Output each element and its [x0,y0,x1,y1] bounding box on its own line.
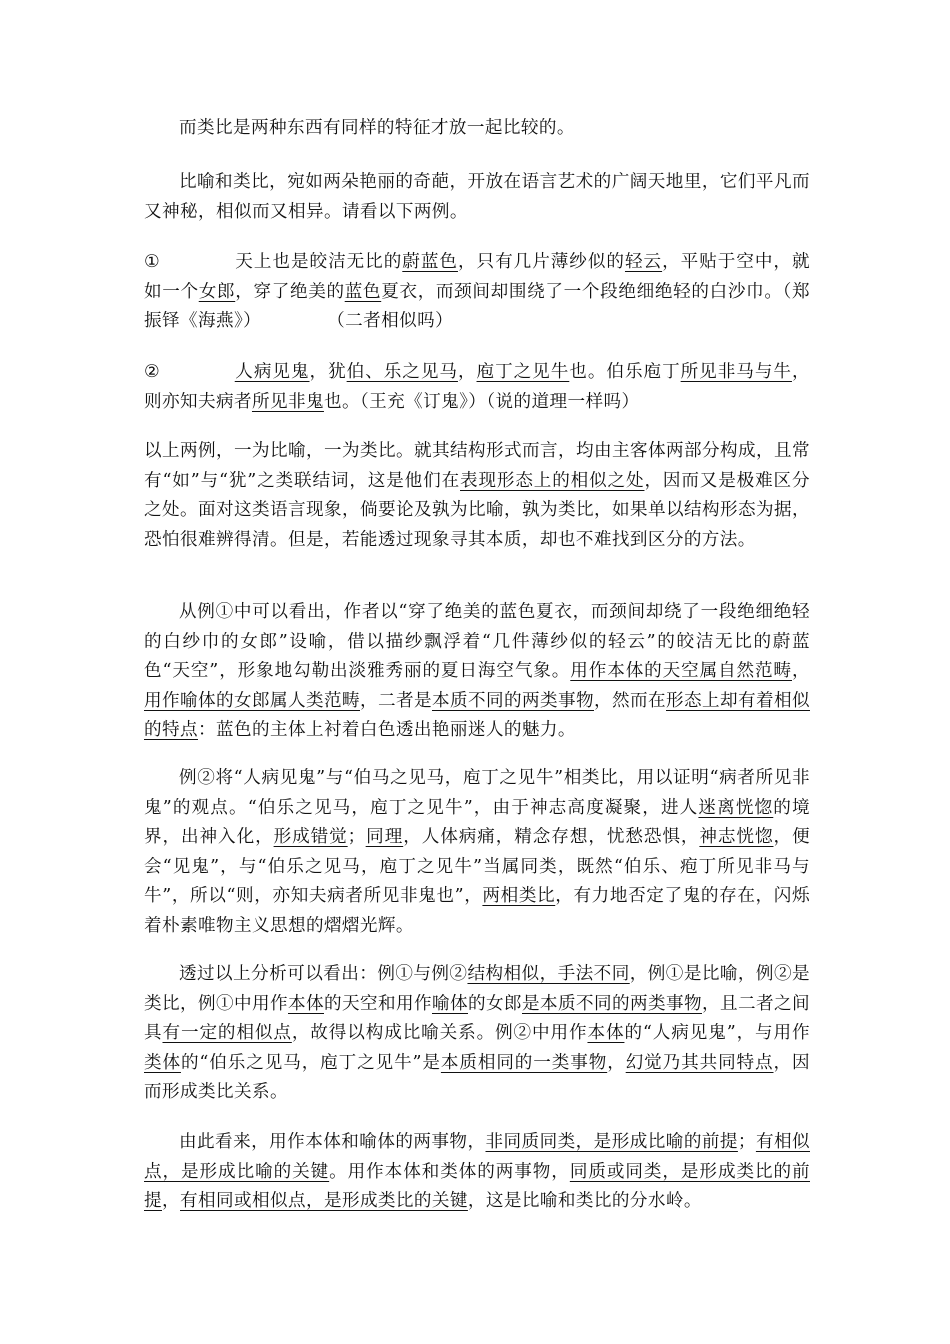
underlined-text: 迷离恍惚 [698,797,774,818]
underlined-text: 所见非马与牛 [680,362,792,382]
paragraph-intro: 而类比是两种东西有同样的特征才放一起比较的。 [179,118,575,138]
underlined-text: 本体 [587,1023,625,1043]
paragraph-overview: 比喻和类比，宛如两朵艳丽的奇葩，开放在语言艺术的广阔天地里，它们平凡而又神秘，相似而又相异。请看以下两例。 [144,172,810,222]
paragraph-analysis-2: 例②将“人病见鬼”与“伯马之见马，庖丁之见牛”相类比，用以证明“病者所见非鬼”的观点。“伯乐之见马，庖丁之见牛”，由于神志高度凝聚，进人迷离恍惚的境界，出神入化，形成错觉；同理，人体病痛，精念存想，忧愁恐惧，神志恍惚，便会“见鬼”，与“伯乐之见马，庖丁之见牛”当属同类，既然“伯乐、疱丁所见非马与牛”，所以“则，亦知夫病者所见非鬼也”，两相类比，有力地否定了鬼的存在，闪烁着朴素唯物主义思想的熠熠光辉。 [144,768,810,936]
underlined-text: 结构相似，手法不同 [467,964,630,984]
underlined-text: 同理 [365,827,404,847]
underlined-text: 蔚蓝色 [402,252,458,272]
underlined-text: 表现形态上的相似之处 [460,470,645,491]
paragraph-conclusion: 由此看来，用作本体和喻体的两事物，非同质同类，是形成比喻的前提；有相似点，是形成比喻的关键。用作本体和类体的两事物，同质或同类，是形成类比的前提，有相同或相似点，是形成类比的关键，这是比喻和类比的分水岭。 [144,1132,810,1211]
underlined-text: 蓝色 [344,281,382,302]
underlined-text: 类体 [144,1052,181,1073]
underlined-text: 轻云 [624,252,663,272]
underlined-text: 本质相同的一类事物 [440,1052,608,1073]
underlined-text: 神志恍惚 [699,827,774,847]
paragraph-example-2: ② 人病见鬼，犹伯、乐之见马，庖丁之见牛也。伯乐庖丁所见非马与牛，则亦知夫病者所见非鬼也。（王充《订鬼》）（说的道理一样吗） [144,362,810,412]
underlined-text: 形态上却有着相似的特点 [144,690,810,740]
underlined-text: 幻觉乃其共同特点 [625,1052,774,1073]
paragraph-analysis-1: 从例①中可以看出，作者以“穿了绝美的蓝色夏衣，而颈间却绕了一段绝细绝轻的白纱巾的女郎”设喻，借以描纱飘浮着“几件薄纱似的轻云”的皎洁无比的蔚蓝色“天空”，形象地勾勒出淡雅秀丽的夏日海空气象。用作本体的天空属自然范畴，用作喻体的女郎属人类范畴，二者是本质不同的两类事物，然而在形态上却有着相似的特点：蓝色的主体上衬着白色透出艳丽迷人的魅力。 [144,602,810,740]
underlined-text: 有相同或相似点，是形成类比的关键 [180,1191,468,1211]
underlined-text: 伯、乐之见马 [346,362,458,382]
underlined-text: 用作本体的天空属自然范畴 [570,661,792,681]
underlined-text: 所见非鬼 [251,391,324,412]
underlined-text: 是本质不同的两类事物 [522,993,702,1014]
paragraph-example-1: ① 天上也是皎洁无比的蔚蓝色，只有几片薄纱似的轻云，平贴于空中，就如一个女郎，穿了绝美的蓝色夏衣，而颈间却围绕了一个段绝细绝轻的白沙巾。（郑振铎《海燕》） （二者相似吗） [144,252,810,331]
example-number: ① [144,252,161,272]
underlined-text: 用作喻体的女郎属人类范畴 [144,690,360,711]
example-number: ② [144,362,161,382]
paragraph-summary: 透过以上分析可以看出：例①与例②结构相似，手法不同，例①是比喻，例②是类比，例①中用作本体的天空和用作喻体的女郎是本质不同的两类事物，且二者之间具有一定的相似点，故得以构成比喻关系。例②中用作本体的“人病见鬼”，与用作类体的“伯乐之见马，庖丁之见牛”是本质相同的一类事物，幻觉乃其共同特点，因而形成类比关系。 [144,964,811,1102]
underlined-text: 有相似点，是形成比喻的关键 [144,1132,810,1182]
underlined-text: 人病见鬼 [234,362,310,382]
underlined-text: 庖丁之见牛 [476,362,570,382]
underlined-text: 本体 [288,993,324,1014]
paragraph-comparison: 以上两例，一为比喻，一为类比。就其结构形式而言，均由主客体两部分构成，且常有“如”与“犹”之类联结词，这是他们在表现形态上的相似之处，因而又是极难区分之处。面对这类语言现象，倘要论及孰为比喻，孰为类比，如果单以结构形态为据，恐怕很难辨得清。但是，若能透过现象寻其本质，却也不难找到区分的方法。 [144,441,810,550]
underlined-text: 非同质同类，是形成比喻的前提 [485,1132,738,1152]
underlined-text: 有一定的相似点 [162,1023,292,1043]
underlined-text: 形成错觉 [273,827,348,847]
underlined-text: 同质或同类，是形成类比的前提 [144,1161,810,1211]
underlined-text: 喻体 [432,993,468,1014]
underlined-text: 女郎 [198,281,236,302]
underlined-text: 本质不同的两类事物 [432,690,594,711]
underlined-text: 两相类比 [482,886,556,906]
example-question: （二者相似吗） [327,311,454,331]
